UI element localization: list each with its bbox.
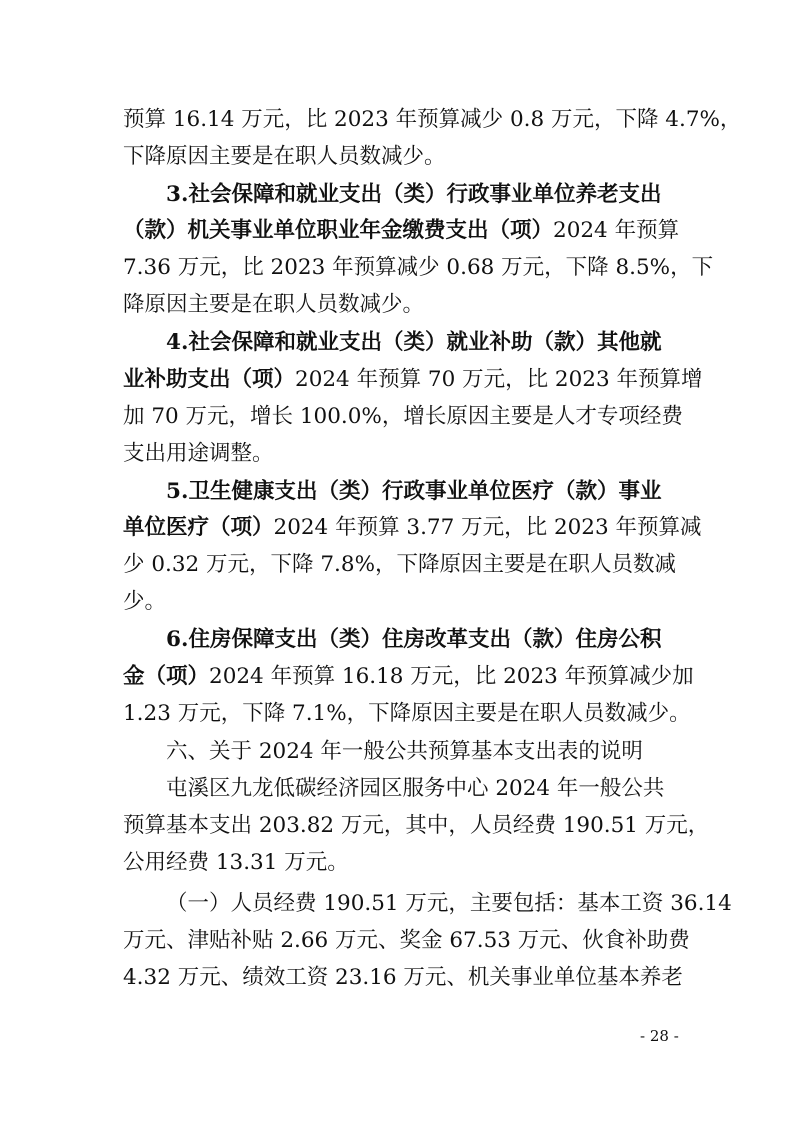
bold-heading-text: 单位医疗（项）	[123, 515, 274, 540]
text-line: 业补助支出（项）2024 年预算 70 万元，比 2023 年预算增	[123, 367, 703, 392]
text-line: 4.32 万元、绩效工资 23.16 万元、机关事业单位基本养老	[123, 965, 683, 990]
bold-heading-text: 金（项）	[123, 664, 210, 689]
section-heading-3: 3.社会保障和就业支出（类）行政事业单位养老支出	[166, 182, 662, 207]
text-line: 少 0.32 万元，下降 7.8%，下降原因主要是在职人员数减	[123, 552, 676, 577]
bold-heading-text: （款）机关事业单位职业年金缴费支出（项）	[123, 218, 554, 243]
text-line: 公用经费 13.31 万元。	[123, 850, 349, 875]
bold-heading-text: 业补助支出（项）	[123, 367, 296, 392]
text-line: 少。	[123, 589, 167, 614]
section-heading-5: 5.卫生健康支出（类）行政事业单位医疗（款）事业	[166, 479, 662, 504]
text-line: （一）人员经费 190.51 万元，主要包括：基本工资 36.14	[166, 891, 732, 916]
text-line: 预算 16.14 万元，比 2023 年预算减少 0.8 万元，下降 4.7%，	[123, 107, 742, 132]
text-line: 支出用途调整。	[123, 441, 274, 466]
text-line: 7.36 万元，比 2023 年预算减少 0.68 万元，下降 8.5%，下	[123, 255, 714, 280]
text-line: 加 70 万元，增长 100.0%，增长原因主要是人才专项经费	[123, 404, 683, 429]
text-line: 下降原因主要是在职人员数减少。	[123, 144, 446, 169]
section-heading-4: 4.社会保障和就业支出（类）就业补助（款）其他就	[166, 330, 662, 355]
page-number: - 28 -	[640, 1027, 679, 1045]
section-heading-6: 6.住房保障支出（类）住房改革支出（款）住房公积	[166, 627, 662, 652]
text-line: 屯溪区九龙低碳经济园区服务中心 2024 年一般公共	[166, 776, 665, 801]
text-line: 万元、津贴补贴 2.66 万元、奖金 67.53 万元、伙食补助费	[123, 928, 690, 953]
text-line: 1.23 万元，下降 7.1%，下降原因主要是在职人员数减少。	[123, 701, 691, 726]
text-line: 金（项）2024 年预算 16.18 万元，比 2023 年预算减少加	[123, 664, 694, 689]
text-line: 预算基本支出 203.82 万元，其中，人员经费 190.51 万元，	[123, 813, 710, 838]
text-line: 降原因主要是在职人员数减少。	[123, 292, 425, 317]
text-line: 单位医疗（项）2024 年预算 3.77 万元，比 2023 年预算减	[123, 515, 702, 540]
chapter-heading: 六、关于 2024 年一般公共预算基本支出表的说明	[166, 739, 643, 764]
text-line: （款）机关事业单位职业年金缴费支出（项）2024 年预算	[123, 218, 680, 243]
